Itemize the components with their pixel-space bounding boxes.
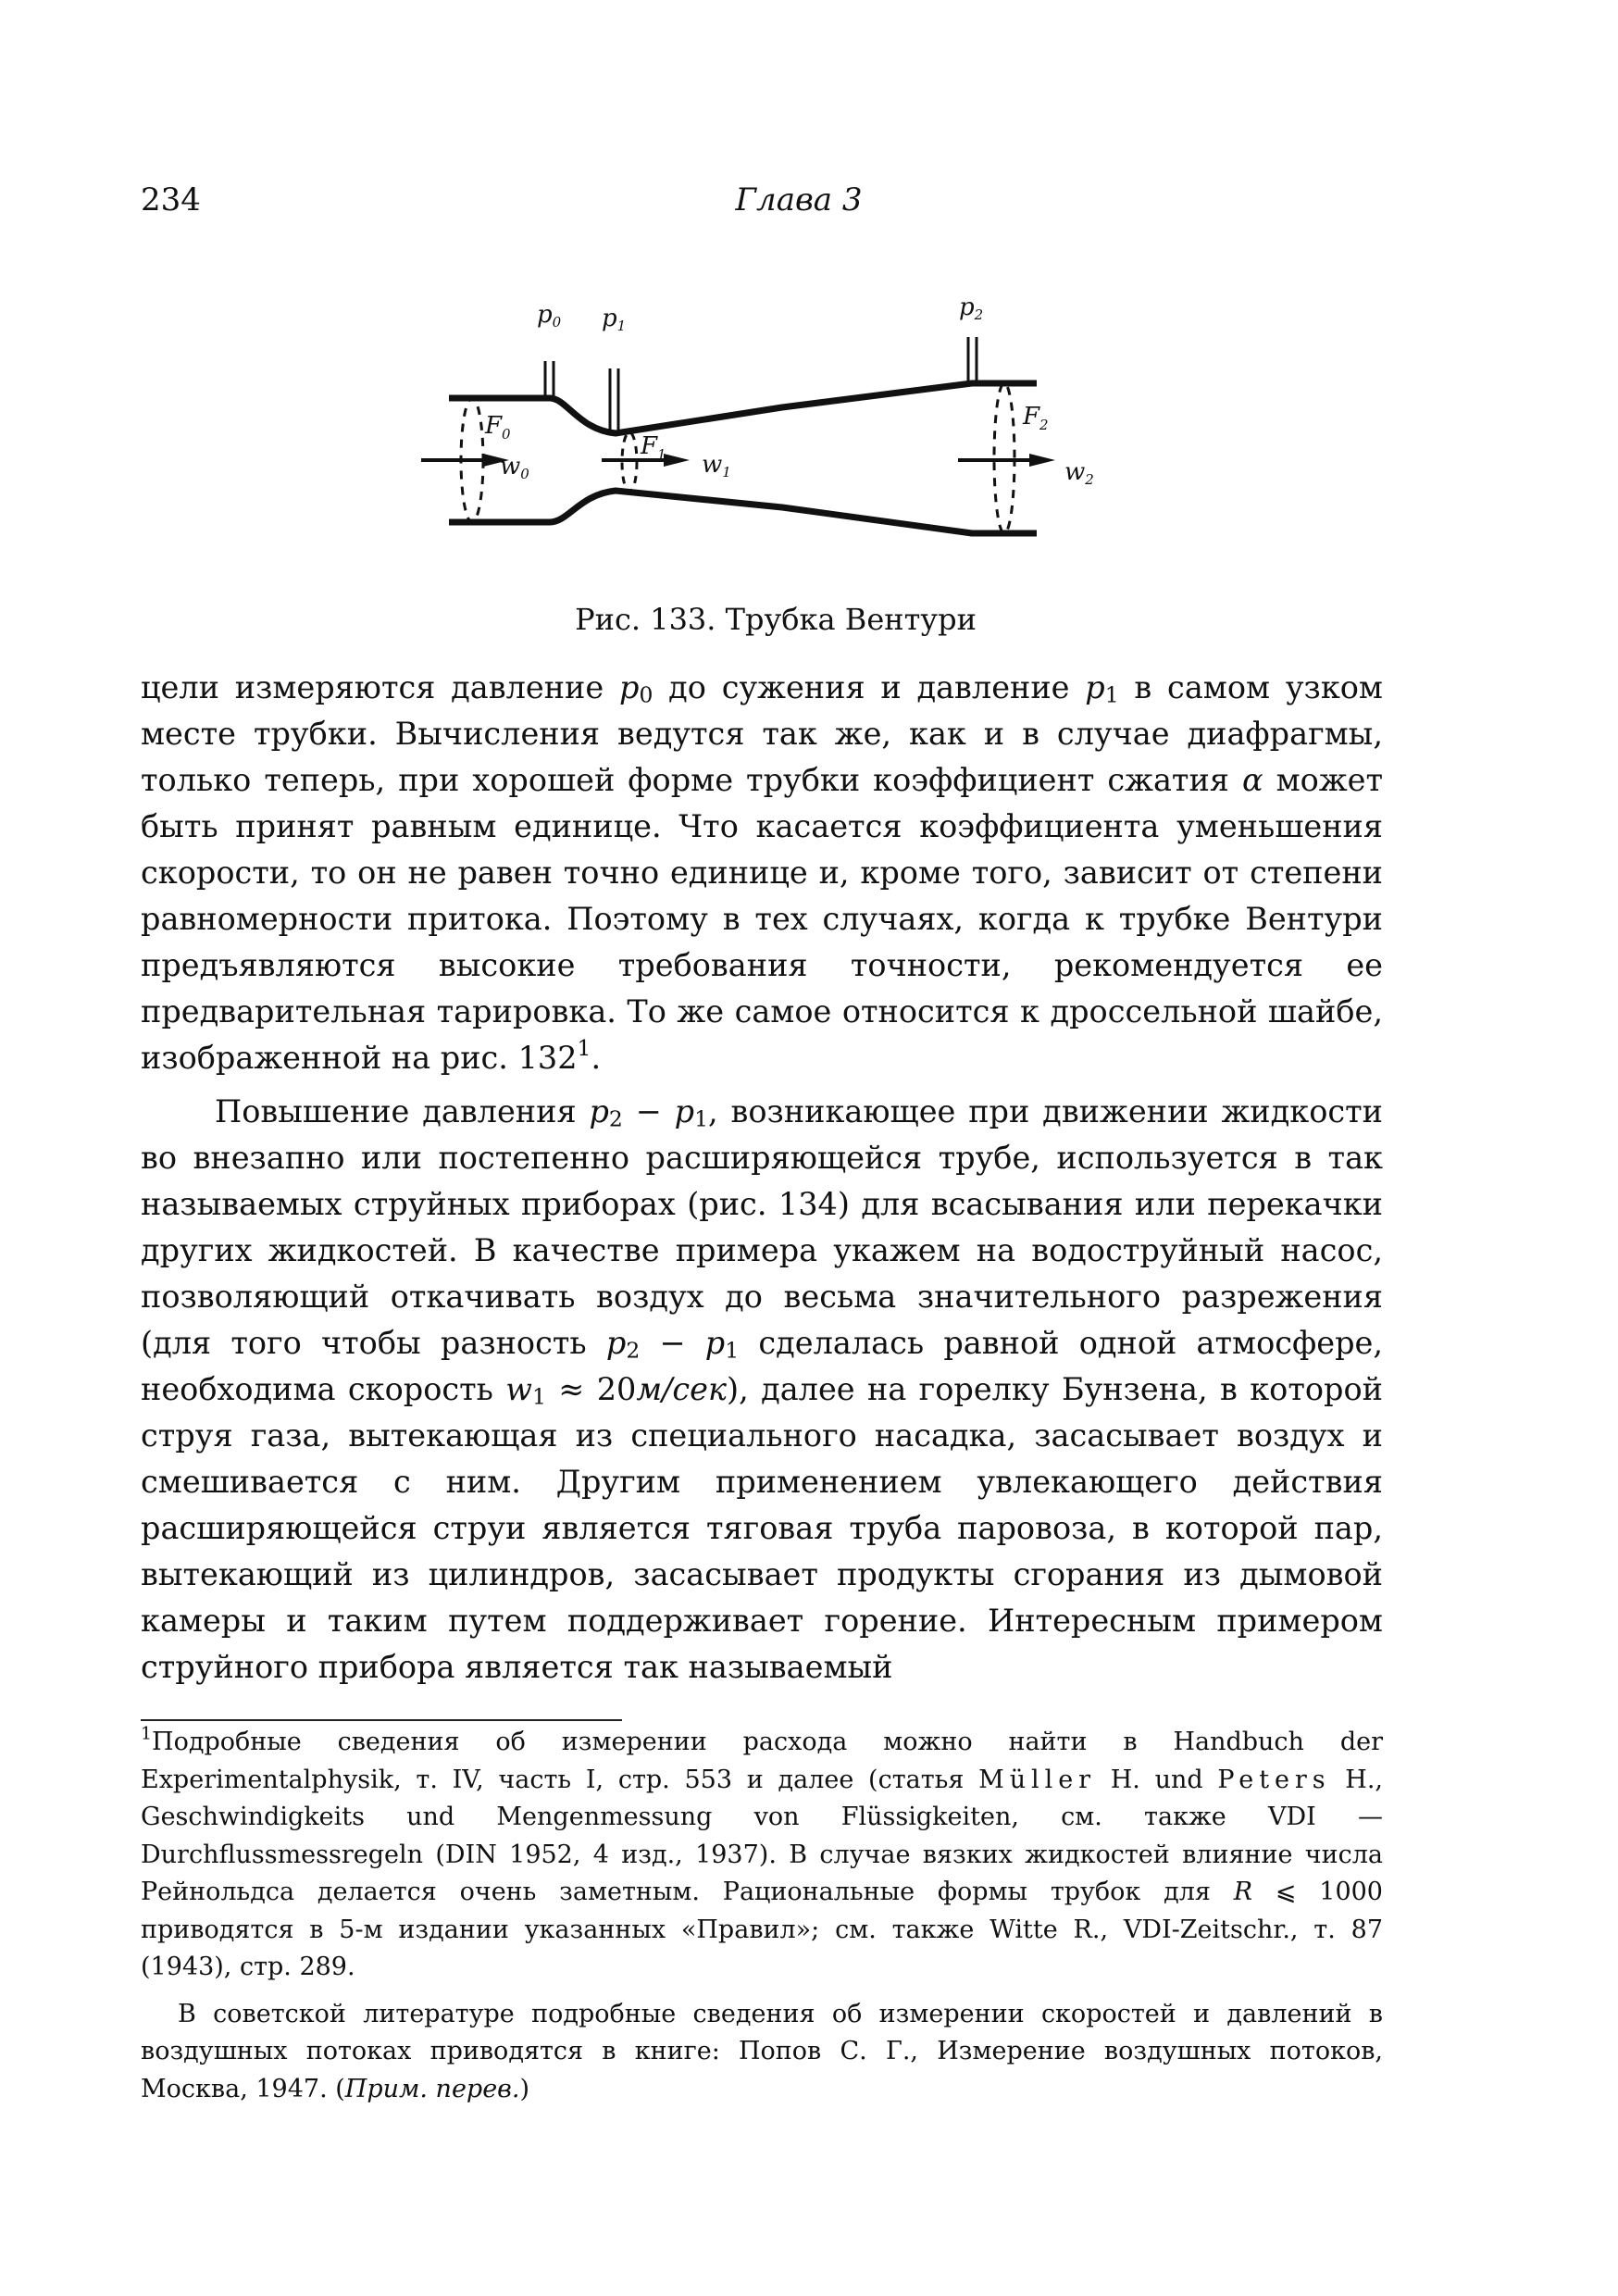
page-number: 234	[141, 181, 201, 218]
math-p2: $p_2$	[605, 1325, 641, 1364]
figure-caption: Рис. 133. Трубка Вентури	[575, 602, 977, 637]
label-F2: $F_2$	[1023, 403, 1049, 433]
unit-m-per-s: м/сек	[636, 1371, 727, 1407]
tap-p1	[610, 368, 618, 430]
label-p0: p0	[537, 301, 562, 331]
label-p2: p2	[959, 294, 984, 323]
tap-p0	[545, 361, 554, 398]
lower-wall	[449, 491, 1037, 533]
math-p1: $p_1$	[1085, 669, 1119, 708]
translator-note: В советской литературе подробные сведения об измерении скоростей и давлений в воздушных потоках приводятся в книге: Попов С. Г., Измерение воздушных потоков, Москва, 1947. (Прим. перев.)	[141, 1999, 1383, 2103]
label-w2: w2	[1064, 458, 1094, 488]
footnote-ref: 1	[577, 1034, 591, 1061]
chapter-title: Глава 3	[735, 181, 863, 218]
label-F0: $F_0$	[485, 412, 511, 443]
math-p0: $p_0$	[618, 669, 653, 708]
paragraph: Повышение давления $p_2 - p_1$, возникающее при движении жидкости во внезапно или постепенно расширяющейся трубе, используется в так называемых струйных приборах (рис. 134) для всасывания или перекачки других жидкостей. В качестве примера укажем на водоструйный насос, позволяющий откачивать воздух до весьма значительного разрежения (для того чтобы разность $p_2 - p_1$ сделалась равной одной атмосфере, необходима скорость $w_1 \approx 20м/сек$), далее на горелку Бунзена, в которой струя газа, вытекающая из специального насадка, засасывает воздух и смешивается с ним. Другим применением увлекающего действия расширяющейся струи является тяговая труба паровоза, в которой пар, вытекающий из цилиндров, засасывает продукты сгорания из дымовой камеры и таким путем поддерживает горение. Интересным примером струйного прибора является так называемый	[141, 1093, 1384, 1685]
tap-p2	[968, 337, 977, 383]
arrow-w2	[958, 454, 1055, 467]
math-w1: $w_1$	[505, 1371, 546, 1410]
venturi-figure	[407, 294, 1176, 563]
body-text	[141, 665, 1383, 1691]
upper-wall	[449, 383, 1037, 433]
footnotes	[141, 1724, 1383, 2108]
running-head	[141, 181, 1383, 228]
label-F1: $F_1$	[641, 432, 666, 463]
math-p1: $p_1$	[704, 1325, 740, 1364]
label-w0: w0	[500, 453, 529, 482]
arrow-w0	[421, 454, 509, 467]
footnote-divider	[141, 1719, 622, 1721]
label-w1: w1	[702, 451, 731, 480]
math-p1: $p_1$	[674, 1093, 709, 1132]
footnote-1: $^1$Подробные сведения об измерении расхода можно найти в Handbuch der Experimentalphysik, т. IV, часть I, стр. 553 и далее (статья Müller H. und Peters H., Geschwindigkeits und Mengenmessung von Flüssigkeiten, см. также VDI — Durchflussmessregeln (DIN 1952, 4 изд., 1937). В случае вязких жидкостей влияние числа Рейнольдса делается очень заметным. Рациональные формы трубок для R ⩽ 1000 приводятся в 5-м издании указанных «Правил»; см. также Witte R., VDI-Zeitschr., т. 87 (1943), стр. 289.	[141, 1723, 1383, 1981]
venturi-diagram	[407, 294, 1176, 563]
label-p1: p1	[602, 305, 627, 334]
paragraph: цели измеряются давление $p_0$ до сужения и давление $p_1$ в самом узком месте трубки. Вычисления ведутся так же, как и в случае диафрагмы, только теперь, при хорошей форме трубки коэффициент сжатия α может быть принят равным единице. Что касается коэффициента уменьшения скорости, то он не равен точно единице и, кроме того, зависит от степени равномерности притока. Поэтому в тех случаях, когда к трубке Вентури предъявляются высокие требования точности, рекомендуется ее предварительная тарировка. То же самое относится к дроссельной шайбе, изображенной на рис. $132^1$.	[141, 669, 1383, 1076]
math-p2-minus-p1: $p_2$	[589, 1093, 623, 1132]
math-alpha: α	[1241, 762, 1263, 798]
